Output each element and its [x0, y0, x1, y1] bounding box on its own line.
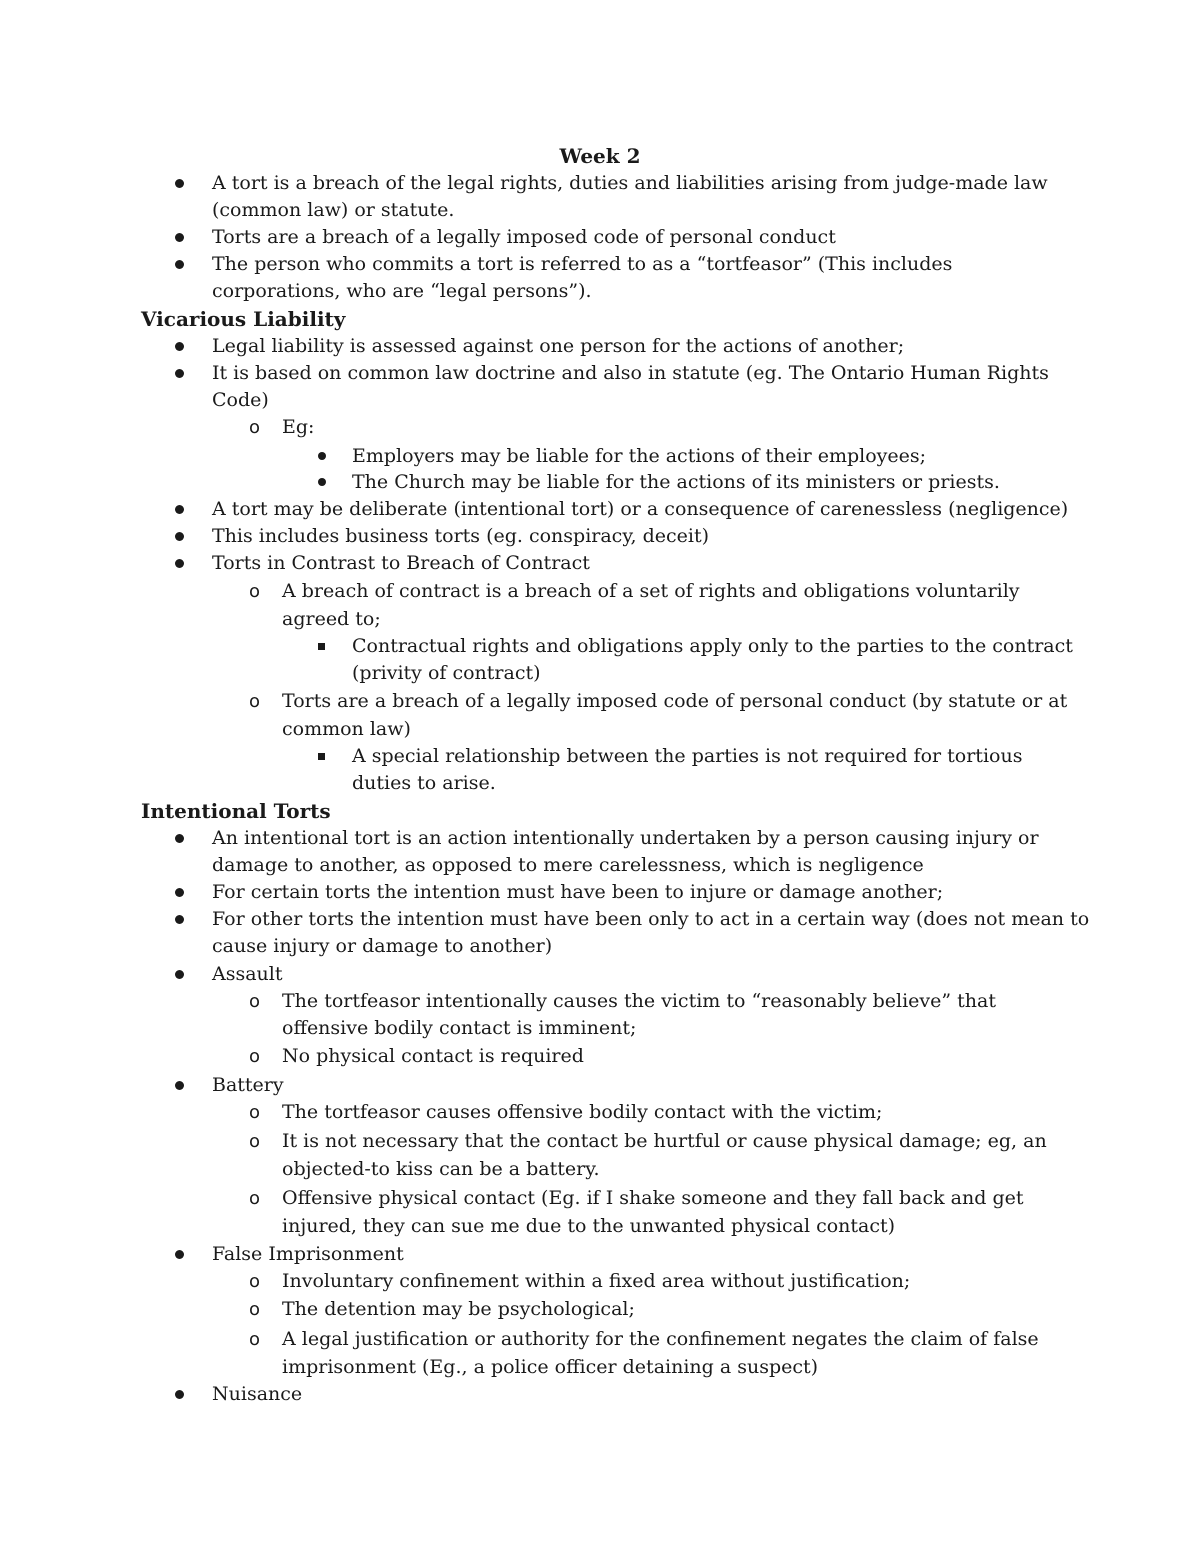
bullet-square	[318, 643, 325, 650]
sub-list-item: The detention may be psychological;	[282, 1298, 635, 1320]
sub-list-item-continued: injured, they can sue me due to the unwanted physical contact)	[282, 1215, 896, 1237]
bullet-circle: o	[249, 581, 261, 602]
section-heading-vicarious-liability: Vicarious Liability	[141, 307, 346, 331]
bullet-disc	[175, 559, 184, 568]
bullet-circle: o	[249, 1131, 261, 1152]
sub-list-item-continued: objected-to kiss can be a battery.	[282, 1158, 600, 1180]
sub-list-item: The tortfeasor intentionally causes the victim to “reasonably believe” that	[282, 990, 996, 1012]
sub-sub-list-item: Employers may be liable for the actions of their employees;	[352, 445, 927, 467]
list-item: Legal liability is assessed against one person for the actions of another;	[212, 335, 905, 357]
sub-list-item: The tortfeasor causes offensive bodily contact with the victim;	[282, 1101, 883, 1123]
bullet-disc	[175, 532, 184, 541]
list-item: An intentional tort is an action intentionally undertaken by a person causing injury or	[212, 827, 1039, 849]
list-item-continued: cause injury or damage to another)	[212, 935, 553, 957]
bullet-circle: o	[249, 1299, 261, 1320]
sub-list-item: It is not necessary that the contact be hurtful or cause physical damage; eg, an	[282, 1130, 1047, 1152]
list-item: This includes business torts (eg. conspiracy, deceit)	[212, 525, 710, 547]
bullet-circle: o	[249, 691, 261, 712]
bullet-circle: o	[249, 991, 261, 1012]
bullet-disc	[175, 260, 184, 269]
list-item: Torts are a breach of a legally imposed code of personal conduct	[212, 226, 836, 248]
sub-sub-list-item: The Church may be liable for the actions of its ministers or priests.	[352, 471, 1000, 493]
bullet-disc	[175, 970, 184, 979]
sub-sub-list-item: A special relationship between the parties is not required for tortious	[352, 745, 1023, 767]
list-item: It is based on common law doctrine and also in statute (eg. The Ontario Human Rights	[212, 362, 1049, 384]
list-item-false-imprisonment: False Imprisonment	[212, 1243, 404, 1265]
page-title: Week 2	[559, 144, 641, 168]
sub-sub-list-item: Contractual rights and obligations apply only to the parties to the contract	[352, 635, 1073, 657]
bullet-disc	[175, 342, 184, 351]
list-item: The person who commits a tort is referred to as a “tortfeasor” (This includes	[212, 253, 953, 275]
list-item-nuisance: Nuisance	[212, 1383, 303, 1405]
bullet-disc	[175, 1081, 184, 1090]
bullet-circle: o	[249, 1329, 261, 1350]
bullet-disc-small	[318, 452, 326, 460]
sub-list-item: No physical contact is required	[282, 1045, 584, 1067]
bullet-disc	[175, 179, 184, 188]
sub-list-item: Torts are a breach of a legally imposed code of personal conduct (by statute or at	[282, 690, 1068, 712]
bullet-square	[318, 753, 325, 760]
bullet-disc	[175, 888, 184, 897]
list-item-continued: Code)	[212, 389, 269, 411]
list-item-continued: (common law) or statute.	[212, 199, 455, 221]
list-item-continued: corporations, who are “legal persons”).	[212, 280, 592, 302]
list-item: A tort is a breach of the legal rights, duties and liabilities arising from judge-made law	[212, 172, 1048, 194]
bullet-disc	[175, 505, 184, 514]
sub-list-item: Offensive physical contact (Eg. if I shake someone and they fall back and get	[282, 1187, 1024, 1209]
sub-list-item-continued: common law)	[282, 718, 411, 740]
bullet-circle: o	[249, 1046, 261, 1067]
list-item-assault: Assault	[212, 963, 283, 985]
bullet-circle: o	[249, 417, 261, 438]
list-item-battery: Battery	[212, 1074, 284, 1096]
bullet-disc	[175, 369, 184, 378]
sub-sub-list-item-continued: (privity of contract)	[352, 662, 541, 684]
sub-list-item: A legal justification or authority for the confinement negates the claim of false	[282, 1328, 1039, 1350]
sub-list-item: Eg:	[282, 416, 315, 438]
bullet-disc	[175, 834, 184, 843]
bullet-disc	[175, 915, 184, 924]
list-item: For other torts the intention must have been only to act in a certain way (does not mean to	[212, 908, 1090, 930]
sub-list-item-continued: agreed to;	[282, 608, 381, 630]
bullet-circle: o	[249, 1188, 261, 1209]
sub-list-item-continued: imprisonment (Eg., a police officer detaining a suspect)	[282, 1356, 819, 1378]
sub-list-item: A breach of contract is a breach of a set of rights and obligations voluntarily	[282, 580, 1020, 602]
list-item: A tort may be deliberate (intentional tort) or a consequence of carenessless (negligence)	[212, 498, 1069, 520]
sub-list-item: Involuntary confinement within a fixed area without justification;	[282, 1270, 911, 1292]
bullet-disc-small	[318, 478, 326, 486]
bullet-circle: o	[249, 1102, 261, 1123]
sub-list-item-continued: offensive bodily contact is imminent;	[282, 1017, 637, 1039]
list-item: For certain torts the intention must have been to injure or damage another;	[212, 881, 944, 903]
list-item: Torts in Contrast to Breach of Contract	[212, 552, 590, 574]
sub-sub-list-item-continued: duties to arise.	[352, 772, 496, 794]
section-heading-intentional-torts: Intentional Torts	[141, 799, 331, 823]
bullet-disc	[175, 1250, 184, 1259]
bullet-disc	[175, 1390, 184, 1399]
bullet-circle: o	[249, 1271, 261, 1292]
bullet-disc	[175, 233, 184, 242]
list-item-continued: damage to another, as opposed to mere carelessness, which is negligence	[212, 854, 924, 876]
